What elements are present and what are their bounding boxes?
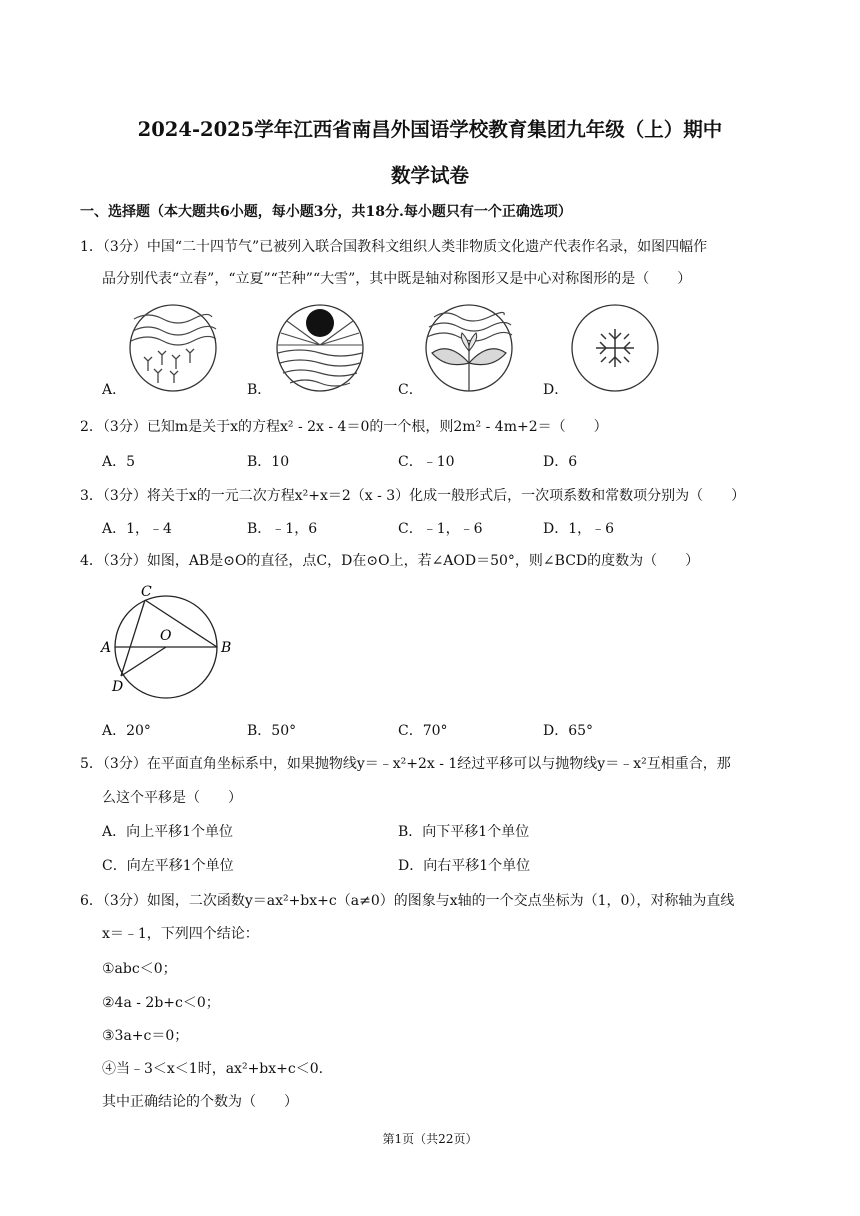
q3-option-b[interactable]: B．﹣1，6: [247, 521, 318, 537]
point-a-label: A: [101, 640, 112, 656]
point-c-label: C: [141, 584, 152, 600]
question-4: 4．（3分）如图，AB是⊙O的直径，点C，D在⊙O上，若∠AOD＝50°，则∠BCD的度数为（ ）: [80, 553, 700, 569]
conclusion-1: ①abc＜0；: [102, 961, 177, 977]
q2-option-a[interactable]: A．5: [102, 454, 136, 470]
q2-option-d[interactable]: D．6: [543, 454, 578, 470]
q1-option-c[interactable]: C．: [398, 382, 423, 398]
page-subtitle: 数学试卷: [390, 164, 469, 187]
question-5-line2: 么这个平移是（ ）: [102, 790, 242, 806]
question-6-line2: x＝﹣1，下列四个结论：: [102, 926, 259, 942]
q1-option-d[interactable]: D．: [543, 382, 569, 398]
q2-option-c[interactable]: C．﹣10: [398, 454, 455, 470]
circle-geometry-figure: [96, 580, 246, 700]
q3-option-c[interactable]: C．﹣1，﹣6: [398, 521, 483, 537]
question-6-ask: 其中正确结论的个数为（ ）: [102, 1094, 298, 1110]
q5-option-a[interactable]: A．向上平移1个单位: [102, 824, 234, 840]
q2-option-b[interactable]: B．10: [247, 454, 290, 470]
section-heading: 一、选择题（本大题共6小题，每小题3分，共18分.每小题只有一个正确选项）: [80, 204, 572, 220]
question-6-line1: 6．（3分）如图，二次函数y＝ax²+bx+c（a≠0）的图象与x轴的一个交点坐标为（1，0），对称轴为直线: [80, 893, 735, 909]
page-title: 2024-2025学年江西省南昌外国语学校教育集团九年级（上）期中: [137, 118, 723, 141]
question-3: 3．（3分）将关于x的一元二次方程x²+x＝2（x - 3）化成一般形式后，一次项系数和常数项分别为（ ）: [80, 488, 746, 504]
solar-term-image-b: [275, 303, 365, 393]
q3-option-a[interactable]: A．1，﹣4: [102, 521, 172, 537]
q5-option-d[interactable]: D．向右平移1个单位: [398, 858, 531, 874]
q4-option-a[interactable]: A．20°: [102, 723, 151, 739]
solar-term-image-d: [570, 303, 660, 393]
point-b-label: B: [221, 640, 232, 656]
question-1-line2: 品分别代表“立春”，“立夏”“芒种”“大雪”，其中既是轴对称图形又是中心对称图形的是（ ）: [102, 271, 692, 287]
q1-option-a[interactable]: A．: [102, 382, 127, 398]
conclusion-2: ②4a - 2b+c＜0；: [102, 995, 220, 1011]
page-footer: 第1页（共22页）: [382, 1132, 478, 1146]
q5-option-c[interactable]: C．向左平移1个单位: [102, 858, 234, 874]
solar-term-image-c: [424, 303, 514, 393]
q5-option-b[interactable]: B．向下平移1个单位: [398, 824, 530, 840]
conclusion-3: ③3a+c＝0；: [102, 1028, 189, 1044]
q4-option-c[interactable]: C．70°: [398, 723, 448, 739]
q4-option-b[interactable]: B．50°: [247, 723, 297, 739]
conclusion-4: ④当﹣3＜x＜1时，ax²+bx+c＜0.: [102, 1061, 324, 1077]
question-5-line1: 5．（3分）在平面直角坐标系中，如果抛物线y＝﹣x²+2x - 1经过平移可以与抛物线y＝﹣x²互相重合，那: [80, 756, 731, 772]
q4-option-d[interactable]: D．65°: [543, 723, 594, 739]
question-1-line1: 1．（3分）中国“二十四节气”已被列入联合国教科文组织人类非物质文化遗产代表作名录，如图四幅作: [80, 239, 708, 255]
solar-term-image-a: [128, 303, 218, 393]
q1-option-b[interactable]: B．: [247, 382, 272, 398]
question-2: 2．（3分）已知m是关于x的方程x² - 2x - 4＝0的一个根，则2m² - 4m+2＝（ ）: [80, 419, 608, 435]
point-d-label: D: [112, 679, 124, 695]
q3-option-d[interactable]: D．1，﹣6: [543, 521, 615, 537]
point-o-label: O: [160, 628, 172, 644]
